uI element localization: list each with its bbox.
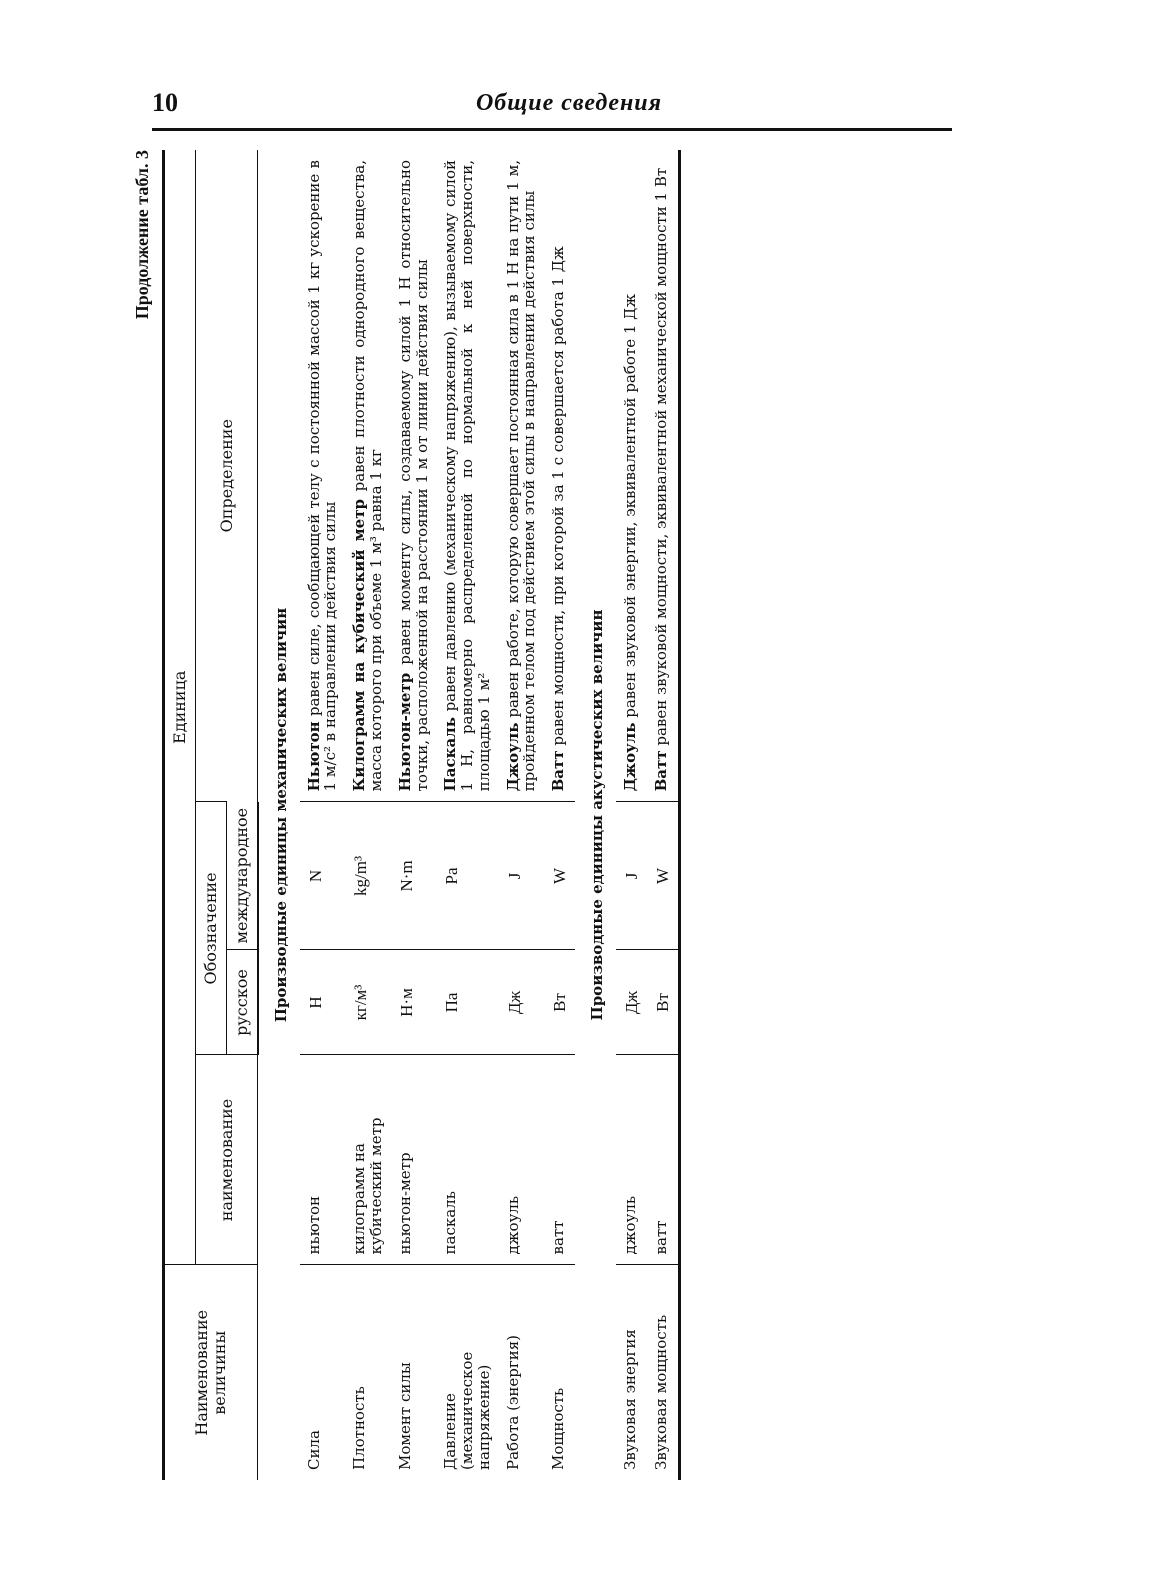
cell-international-symbol: N <box>300 802 346 950</box>
cell-definition <box>391 150 437 802</box>
running-title: Общие сведения <box>475 90 662 116</box>
cell-quantity: Звуковая энергия <box>616 1265 647 1480</box>
cell-unit-name: ньютон <box>300 1055 346 1265</box>
cell-international-symbol: W <box>647 802 680 950</box>
definition-text: равен моменту силы, создаваемому силой 1 Н относительно точки, расположенной на расстоянии 1 м от линии действия силы <box>395 160 431 792</box>
table-row <box>300 150 346 1480</box>
cell-russian-symbol: Па <box>436 950 498 1055</box>
definition-term: Джоуль <box>621 722 640 792</box>
cell-international-symbol: kg/m³ <box>345 802 391 950</box>
definition-term: Ньютон-метр <box>395 672 414 792</box>
cell-international-symbol: J <box>499 802 545 950</box>
definition-text: равен плотности однородного вещества, масса которого при объеме 1 м³ равна 1 кг <box>350 160 385 792</box>
cell-russian-symbol: кг/м³ <box>345 950 391 1055</box>
table-row <box>647 150 680 1480</box>
cell-russian-symbol: Дж <box>616 950 647 1055</box>
cell-unit-name: ньютон-метр <box>391 1055 437 1265</box>
col-designation: Обозначение <box>195 802 226 1055</box>
page-header <box>152 88 952 132</box>
cell-unit-name: джоуль <box>499 1055 545 1265</box>
col-definition: Определение <box>195 150 257 802</box>
cell-russian-symbol: Н <box>300 950 346 1055</box>
header-rule <box>152 128 952 131</box>
section-title: Производные единицы акустических величин <box>588 609 607 1021</box>
cell-international-symbol: N·m <box>391 802 437 950</box>
units-table <box>162 150 681 1480</box>
col-quantity: Наименование величины <box>164 1265 258 1480</box>
definition-term: Ватт <box>549 750 568 792</box>
rotated-table-block <box>132 150 972 1480</box>
cell-unit-name: ватт <box>544 1055 575 1265</box>
cell-quantity: Сила <box>300 1265 346 1480</box>
cell-definition <box>544 150 575 802</box>
section-title: Производные единицы механических величин <box>271 607 290 1023</box>
definition-text: равен силе, сообщающей телу с постоянной массой 1 кг ускорение в 1 м/с² в направлении действия силы <box>304 160 340 792</box>
table-row <box>391 150 437 1480</box>
definition-term: Килограмм на кубический метр <box>350 499 369 792</box>
cell-international-symbol: W <box>544 802 575 950</box>
cell-definition <box>300 150 346 802</box>
cell-definition <box>647 150 680 802</box>
cell-unit-name: джоуль <box>616 1055 647 1265</box>
page-number: 10 <box>152 88 178 117</box>
table-row <box>616 150 647 1480</box>
cell-definition <box>499 150 545 802</box>
table-continuation-label: Продолжение табл. 3 <box>132 150 152 320</box>
definition-text: равен звуковой мощности, эквивалентной механической мощности 1 Вт <box>652 167 671 751</box>
cell-quantity: Работа (энергия) <box>499 1265 545 1480</box>
definition-text: равен работе, которую совершает постоянная сила в 1 Н на пути 1 м, пройденном телом под действием этой силы в направлении действия силы <box>503 160 539 792</box>
table-row <box>544 150 575 1480</box>
definition-term: Ньютон <box>304 721 323 792</box>
cell-russian-symbol: Н·м <box>391 950 437 1055</box>
cell-definition <box>616 150 647 802</box>
definition-term: Джоуль <box>503 722 522 792</box>
definition-text: равен давлению (механическому напряжению), вызываемому силой 1 Н, равномерно распределенной по нормальной к ней поверхности, площадью 1 м² <box>441 160 493 792</box>
table-row <box>499 150 545 1480</box>
section-row <box>258 150 300 1480</box>
table-row <box>436 150 498 1480</box>
definition-text: равен мощности, при которой за 1 с совершается работа 1 Дж <box>549 246 568 751</box>
cell-russian-symbol: Дж <box>499 950 545 1055</box>
table-row <box>345 150 391 1480</box>
cell-definition <box>345 150 391 802</box>
definition-text: равен звуковой энергии, эквивалентной работе 1 Дж <box>621 293 640 723</box>
cell-quantity: Мощность <box>544 1265 575 1480</box>
definition-term: Паскаль <box>441 717 460 792</box>
cell-quantity: Момент силы <box>391 1265 437 1480</box>
col-international: междунaродное <box>226 802 257 950</box>
cell-unit-name: килограмм на кубический метр <box>345 1055 391 1265</box>
cell-quantity: Звуковая мощность <box>647 1265 680 1480</box>
cell-quantity: Плотность <box>345 1265 391 1480</box>
cell-russian-symbol: Вт <box>647 950 680 1055</box>
section-row <box>575 150 616 1480</box>
definition-term: Ватт <box>652 750 671 792</box>
cell-unit-name: ватт <box>647 1055 680 1265</box>
cell-international-symbol: J <box>616 802 647 950</box>
col-name: наименование <box>195 1055 257 1265</box>
cell-russian-symbol: Вт <box>544 950 575 1055</box>
cell-international-symbol: Pa <box>436 802 498 950</box>
cell-unit-name: паскаль <box>436 1055 498 1265</box>
cell-definition <box>436 150 498 802</box>
col-unit-group: Единица <box>164 150 196 1265</box>
cell-quantity: Давление (механическое напряжение) <box>436 1265 498 1480</box>
col-russian: русское <box>226 950 257 1055</box>
